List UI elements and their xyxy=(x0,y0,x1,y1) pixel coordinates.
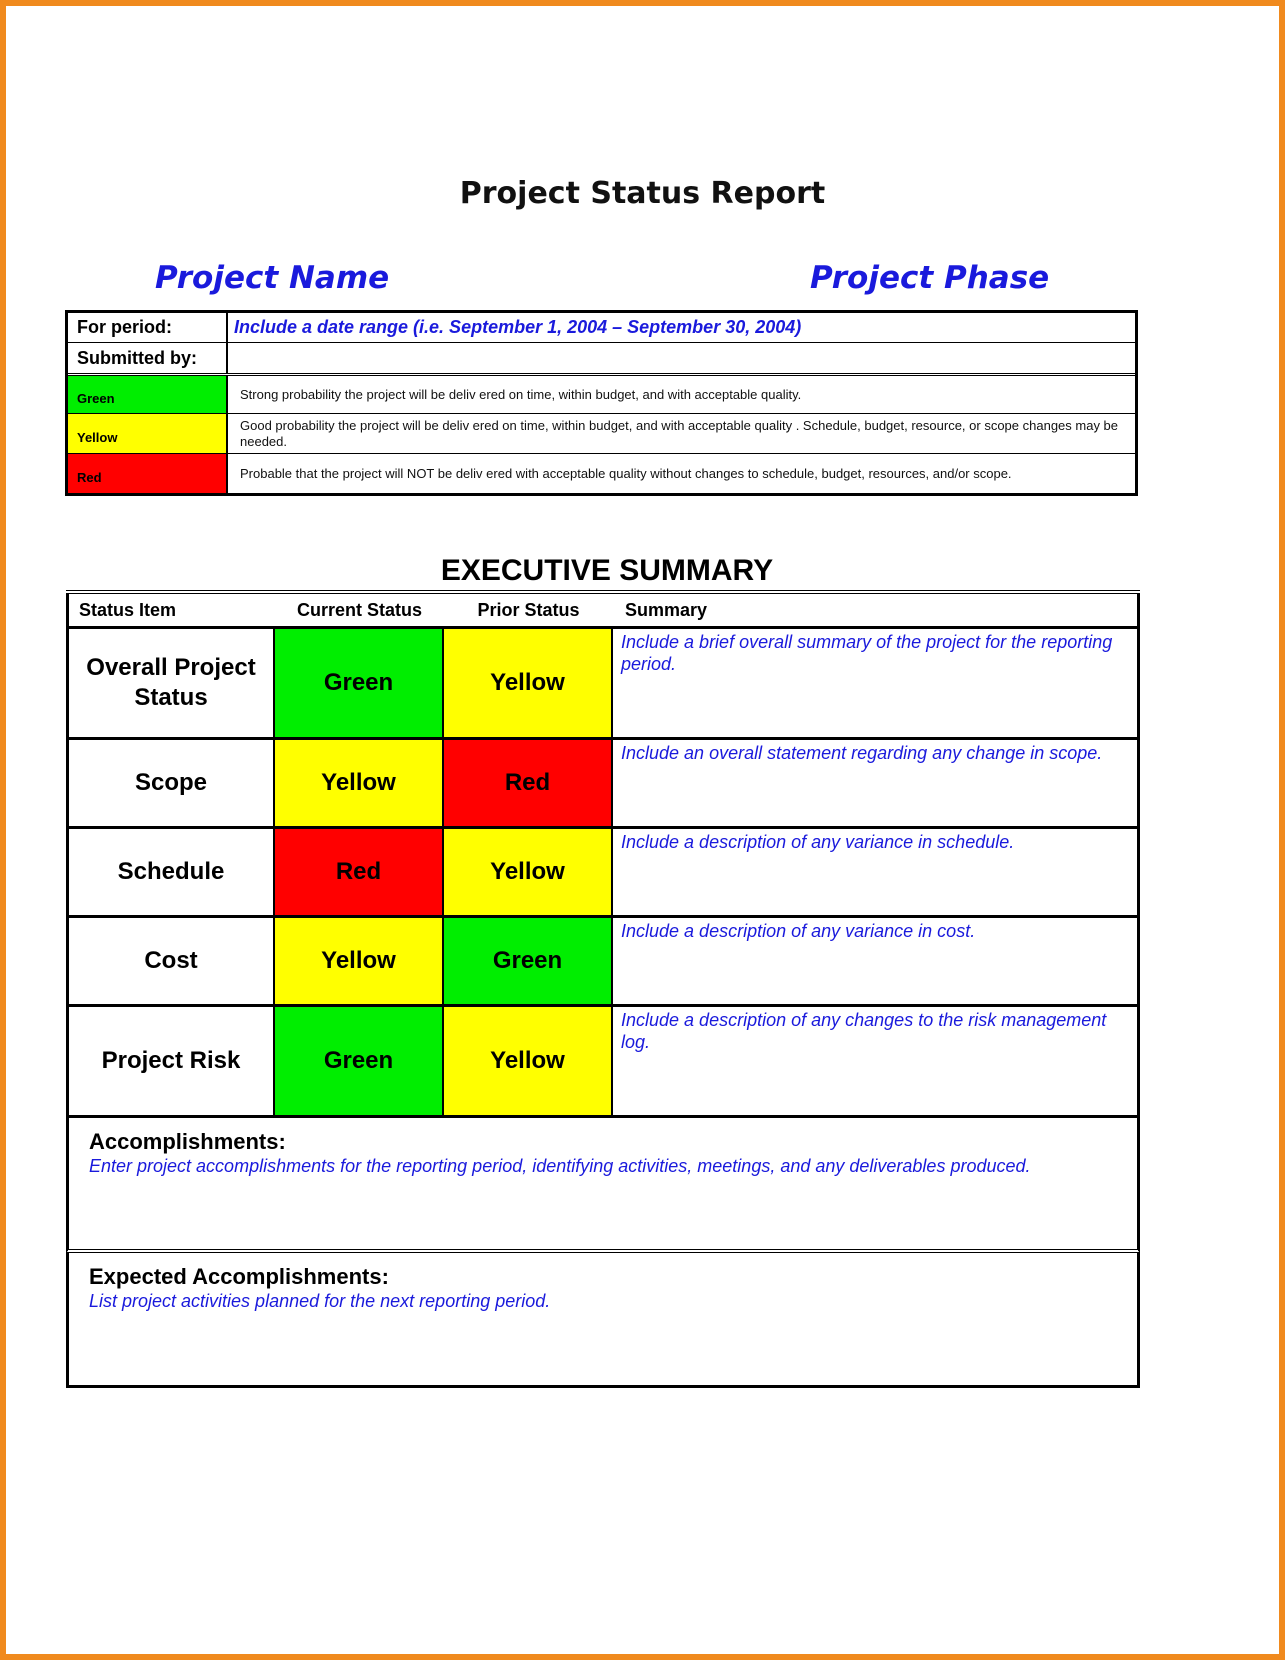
period-label: For period: xyxy=(68,313,228,342)
period-row xyxy=(68,313,1135,342)
period-value: Include a date range (i.e. September 1, 2004 – September 30, 2004) xyxy=(234,317,802,337)
summary-cell: Include a description of any changes to the risk management log. xyxy=(621,1010,1107,1052)
legend-row xyxy=(68,413,1135,453)
status-item-label: Project Risk xyxy=(69,1007,275,1115)
accomplishments-text: Enter project accomplishments for the reporting period, identifying activities, meetings, and any deliverables produced. xyxy=(89,1156,1031,1176)
status-item-label: Schedule xyxy=(69,829,275,915)
project-phase-heading: Project Phase xyxy=(810,260,1050,296)
project-name-heading: Project Name xyxy=(155,260,390,296)
current-status-cell: Red xyxy=(275,829,444,915)
status-row xyxy=(66,918,1140,1007)
executive-summary-table xyxy=(66,590,1140,1388)
prior-status-cell: Yellow xyxy=(444,1007,613,1115)
legend-description: Good probability the project will be deliv ered on time, within budget, and with acceptable quality . Schedule, budget, resource, or scope changes may be needed. xyxy=(240,417,1119,449)
status-row xyxy=(66,629,1140,740)
header-prior-status: Prior Status xyxy=(477,599,580,620)
prior-status-cell: Yellow xyxy=(444,629,613,737)
submitted-value xyxy=(228,343,1135,373)
header-current-status: Current Status xyxy=(296,599,422,620)
accomplishments-heading: Accomplishments: xyxy=(89,1129,286,1154)
current-status-cell: Green xyxy=(275,629,444,737)
summary-cell: Include an overall statement regarding any change in scope. xyxy=(621,743,1103,763)
current-status-cell: Yellow xyxy=(275,740,444,826)
submitted-label: Submitted by: xyxy=(68,343,228,373)
current-status-cell: Yellow xyxy=(275,918,444,1004)
prior-status-cell: Yellow xyxy=(444,829,613,915)
prior-status-cell: Red xyxy=(444,740,613,826)
accomplishments-section xyxy=(66,1118,1140,1253)
summary-header-row xyxy=(66,594,1140,629)
legend-row xyxy=(68,453,1135,493)
submitted-row xyxy=(68,342,1135,373)
prior-status-cell: Green xyxy=(444,918,613,1004)
legend-description: Probable that the project will NOT be deliv ered with acceptable quality without changes to schedule, budget, resources, and/or scope. xyxy=(240,465,1012,481)
executive-summary-title: EXECUTIVE SUMMARY xyxy=(440,554,774,587)
expected-accomplishments-heading: Expected Accomplishments: xyxy=(89,1264,389,1289)
header-status-item: Status Item xyxy=(79,599,177,620)
legend-color-label: Green xyxy=(68,376,228,413)
legend-color-label: Yellow xyxy=(68,414,228,453)
status-row xyxy=(66,1007,1140,1118)
project-info-table xyxy=(65,310,1138,496)
summary-cell: Include a brief overall summary of the project for the reporting period. xyxy=(621,632,1113,674)
status-item-label: Scope xyxy=(69,740,275,826)
summary-cell: Include a description of any variance in schedule. xyxy=(621,832,1015,852)
status-row xyxy=(66,829,1140,918)
legend-color-label: Red xyxy=(68,454,228,493)
status-item-label: Overall Project Status xyxy=(69,629,275,737)
page-title: Project Status Report xyxy=(459,176,826,211)
summary-cell: Include a description of any variance in cost. xyxy=(621,921,976,941)
header-summary: Summary xyxy=(625,599,708,620)
current-status-cell: Green xyxy=(275,1007,444,1115)
status-row xyxy=(66,740,1140,829)
legend-description: Strong probability the project will be deliv ered on time, within budget, and with acceptable quality. xyxy=(240,386,802,402)
legend-row xyxy=(68,373,1135,413)
status-item-label: Cost xyxy=(69,918,275,1004)
expected-accomplishments-section xyxy=(66,1253,1140,1388)
expected-accomplishments-text: List project activities planned for the next reporting period. xyxy=(89,1291,551,1311)
